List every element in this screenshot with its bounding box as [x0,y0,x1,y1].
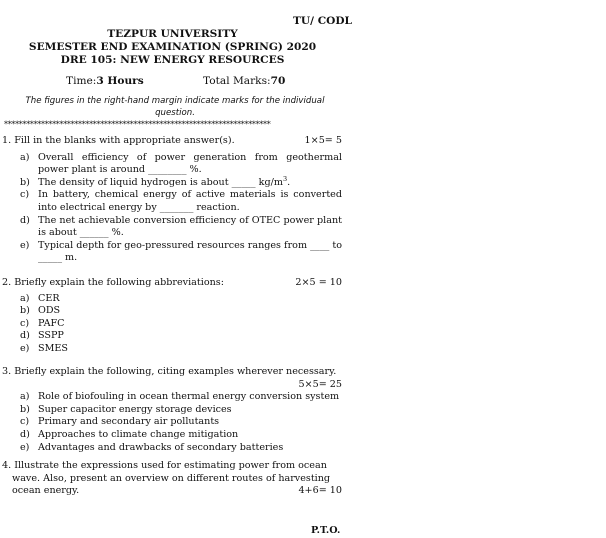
question-marks: 1×5= 5 [304,135,342,146]
total-marks-info [203,75,285,88]
course-code: TU/ CODL [293,15,352,27]
list-item [2,442,342,455]
item-letter: d) [20,428,30,440]
question-marks: 4+6= 10 [298,485,342,497]
item-letter: a) [20,292,30,304]
question-label: 1. Fill in the blanks with appropriate answer(s). [2,135,235,146]
item-text: CER [38,292,60,304]
item-text-tail: . [287,176,291,188]
item-text: Primary and secondary air pollutants [38,416,220,428]
question-label-line-3: ocean energy. [12,485,80,497]
exam-title: SEMESTER END EXAMINATION (SPRING) 2020 [28,41,317,53]
list-item [2,189,342,214]
question-label: 4. Illustrate the expressions used for estimating power from ocean [2,460,327,471]
question-marks: 5×5= 25 [298,378,342,390]
item-letter: a) [20,391,30,403]
time-label: Time: [66,75,97,87]
time-value: 3 Hours [96,75,144,87]
question-label: 2. Briefly explain the following abbreviations: [2,277,224,288]
item-text: In battery, chemical energy of active materials is converted into electrical energy by _______ reaction. [38,189,342,213]
item-letter: a) [20,151,30,163]
item-letter: d) [20,330,30,342]
question-2 [2,277,342,356]
question-label-line-2: wave. Also, present an overview on different routes of harvesting [12,472,331,484]
marks-note: The figures in the right-hand margin indicate marks for the individual question. [25,96,325,118]
item-letter: e) [20,342,30,354]
item-text-wrap [38,174,342,190]
list-item [2,330,342,343]
item-text: Role of biofouling in ocean thermal energy conversion system [38,391,340,403]
question-4 [2,460,342,498]
item-text: ODS [38,305,61,317]
total-marks-value: 70 [270,75,286,87]
list-item [2,429,342,442]
total-marks-label: Total Marks: [203,75,271,87]
item-letter: e) [20,441,30,453]
item-letter: c) [20,416,30,428]
superscript: 3 [282,174,288,183]
time-info [66,75,144,88]
course-title: DRE 105: NEW ENERGY RESOURCES [60,54,285,66]
item-text: SMES [38,342,68,354]
question-3 [2,366,342,454]
list-item [2,343,342,356]
list-item [2,305,342,318]
list-item [2,215,342,240]
list-item [2,174,342,190]
item-text: Advantages and drawbacks of secondary batteries [38,441,284,453]
item-text: Overall efficiency of power generation from geothermal power plant is around ________ %. [38,151,342,176]
item-letter: d) [20,214,30,226]
star-divider: ************************************************************************ [4,120,271,129]
list-item [2,240,342,265]
list-item [2,391,342,404]
question-label: 3. Briefly explain the following, citing examples wherever necessary. [2,366,337,377]
list-item [2,318,342,331]
list-item [2,404,342,417]
item-text: PAFC [38,317,65,329]
item-text: The net achievable conversion efficiency of OTEC power plant is about ______ %. [38,214,342,239]
item-letter: b) [20,403,30,415]
item-text: Super capacitor energy storage devices [38,403,232,415]
item-letter: c) [20,317,30,329]
item-text: The density of liquid hydrogen is about _____ kg/m [38,176,283,188]
list-item [2,416,342,429]
item-letter: e) [20,239,30,251]
item-letter: b) [20,176,30,188]
item-letter: b) [20,305,30,317]
item-text: SSPP [38,330,64,342]
question-1 [2,135,342,265]
list-item [2,293,342,306]
list-item [2,152,342,177]
item-text: Typical depth for geo-pressured resources ranges from ____ to _____ m. [38,239,342,264]
item-letter: c) [20,189,30,201]
item-text: Approaches to climate change mitigation [38,428,239,440]
question-marks: 2×5 = 10 [295,277,342,288]
university-name: TEZPUR UNIVERSITY [107,28,238,40]
page-turn-note: P.T.O. [311,525,341,536]
